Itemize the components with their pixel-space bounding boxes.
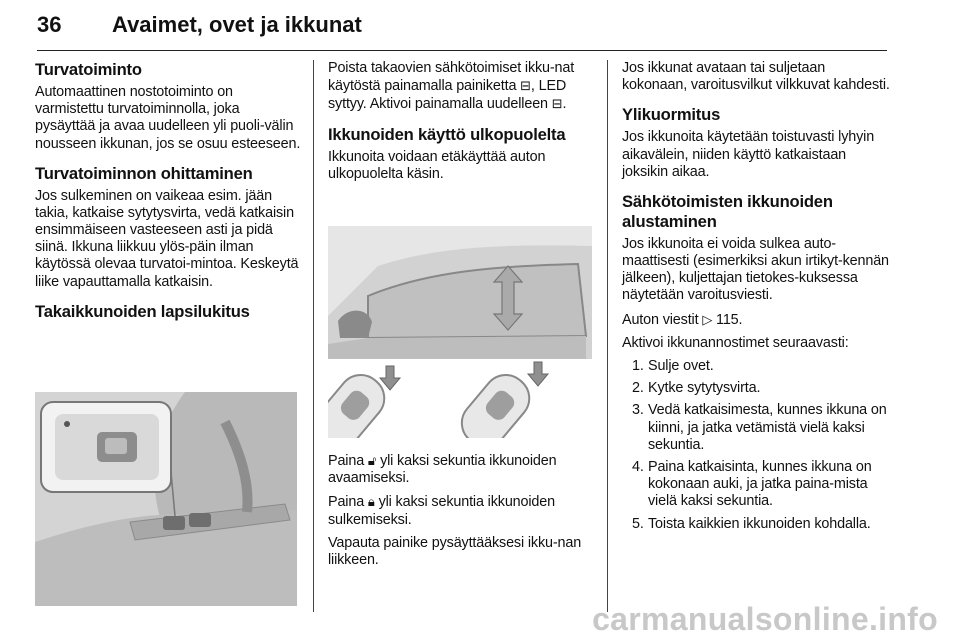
- page-reference-link[interactable]: 115.: [716, 311, 743, 328]
- column-2: [328, 60, 592, 189]
- column-divider: [313, 60, 314, 612]
- child-lock-window-icon: ⊟: [551, 96, 563, 112]
- paragraph-child-lock: Poista takaovien sähkötoimiset ikku-nat käytöstä painamalla painiketta ⊟, LED syttyy. Aktivoi painamalla uudelleen ⊟.: [328, 60, 575, 113]
- paragraph-release-button: Vapauta painike pysäyttääksesi ikku-nan liikkeen.: [328, 534, 582, 569]
- list-item: 3. Vedä katkaisimesta, kunnes ikkuna on kiinni, ja jatka vetämistä vielä kaksi sekuntia.: [632, 402, 887, 453]
- list-item: 2. Kytke sytytysvirta.: [632, 380, 761, 397]
- watermark: carmanualsonline.info: [592, 601, 938, 637]
- page-number: 36: [37, 12, 62, 37]
- paragraph-activate-intro: Aktivoi ikkunannostimet seuraavasti:: [622, 334, 849, 351]
- paragraph-initialise-windows: Jos ikkunoita ei voida sulkea auto-maattisesti (esimerkiksi akun irtikyt-kennän jälkeen), kuljettajan tietokes-kuksessa näytetään varoitusviesti.: [622, 235, 889, 304]
- paragraph-safety-function: Automaattinen nostotoiminto on varmistettu turvatoiminnolla, joka pysäyttää ja avaa uudelleen yli puoli-välin nousseen ikkunan, jos se osuu esteeseen.: [35, 83, 301, 152]
- padlock-open-icon: 🔓︎: [367, 453, 377, 468]
- paragraph-open-windows: Paina 🔓︎ yli kaksi sekuntia ikkunoiden avaamiseksi.: [328, 453, 557, 487]
- heading-child-lock: Takaikkunoiden lapsilukitus: [35, 301, 250, 321]
- page-title: Avaimet, ovet ja ikkunat: [112, 12, 362, 37]
- column-1: [35, 60, 303, 326]
- page-reference-arrow-icon: ▷: [702, 311, 713, 327]
- door-panel-photo: [35, 392, 297, 606]
- child-lock-window-icon: ⊟: [520, 78, 531, 94]
- heading-override-safety: Turvatoiminnon ohittaminen: [35, 163, 253, 183]
- heading-initialise-windows: Sähkötoimisten ikkunoiden alustaminen: [622, 191, 833, 231]
- padlock-closed-icon: 🔒︎: [367, 494, 375, 510]
- paragraph-overload: Jos ikkunoita käytetään toistuvasti lyhyin aikavälein, niiden käyttö katkaistaan joksikin aikaa.: [622, 129, 875, 180]
- remote-window-illustration: [328, 226, 592, 438]
- activation-steps: [622, 358, 892, 533]
- page-header: [37, 8, 887, 51]
- paragraph-vehicle-messages: Auton viestit ▷ 115.: [622, 311, 743, 328]
- list-item: 1. Sulje ovet.: [632, 357, 714, 374]
- list-item: 4. Paina katkaisinta, kunnes ikkuna on kokonaan auki, ja jatka paina-mista vielä kaksi sekuntia.: [632, 458, 872, 510]
- paragraph-hazard-flash: Jos ikkunat avataan tai suljetaan kokonaan, varoitusvilkut vilkkuvat kahdesti.: [622, 60, 890, 94]
- heading-overload: Ylikuormitus: [622, 105, 721, 125]
- column-2-lower: [328, 452, 592, 575]
- column-3: [622, 60, 892, 538]
- paragraph-remote-operation: Ikkunoita voidaan etäkäyttää auton ulkopuolelta käsin.: [328, 148, 546, 182]
- list-item: 5. Toista kaikkien ikkunoiden kohdalla.: [632, 515, 871, 532]
- heading-remote-operation: Ikkunoiden käyttö ulkopuolelta: [328, 124, 566, 144]
- column-divider: [607, 60, 608, 612]
- paragraph-override-safety: Jos sulkeminen on vaikeaa esim. jään takia, katkaise sytytysvirta, vedä katkaisin ensimmäiseen vasteeseen asti ja pidä siinä. Ikkuna liikkuu ylös-päin ilman käytössä olevaa turvatoi-mintoa. Keskeytä liike vapauttamalla katkaisin.: [35, 187, 299, 290]
- heading-safety-function: Turvatoiminto: [35, 60, 142, 79]
- paragraph-close-windows: Paina 🔒︎ yli kaksi sekuntia ikkunoiden sulkemiseksi.: [328, 494, 555, 528]
